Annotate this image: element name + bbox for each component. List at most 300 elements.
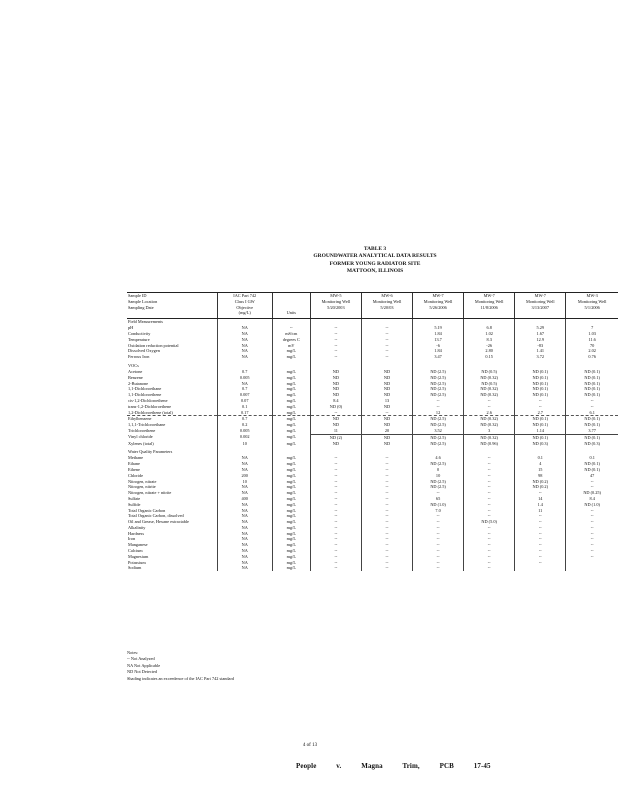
value-cell: 2.80 xyxy=(464,348,515,354)
value-cell: -- xyxy=(310,410,361,416)
value-cell: -- xyxy=(361,496,412,502)
value-cell: -- xyxy=(361,542,412,548)
value-cell: mg/L xyxy=(272,484,310,490)
title-line: TABLE 3 xyxy=(363,246,387,252)
value-cell: -- xyxy=(272,325,310,331)
value-cell: ND (1.0) xyxy=(413,502,464,508)
table-body xyxy=(127,319,618,572)
value-cell: 3 xyxy=(464,428,515,434)
value-cell: 1.67 xyxy=(515,331,566,337)
parameter-label: Chloride xyxy=(128,472,144,478)
parameter-label: Ethene xyxy=(128,466,140,472)
value-cell: 6.1 xyxy=(566,410,618,416)
value-cell: -- xyxy=(515,554,566,560)
value-cell: -- xyxy=(310,490,361,496)
value-cell: -- xyxy=(566,542,618,548)
parameter-label: Magnesium xyxy=(128,553,149,559)
value-cell: degrees C xyxy=(272,337,310,343)
parameter-label: Nitrogen, nitrate + nitrite xyxy=(128,490,172,496)
header-cell: MW-7 xyxy=(515,293,566,299)
value-cell: -- xyxy=(566,479,618,485)
value-cell: ND (0.1) xyxy=(566,422,618,428)
value-cell: -- xyxy=(515,404,566,410)
header-cell: Objective xyxy=(217,305,272,311)
value-cell: -- xyxy=(566,548,618,554)
parameter-label: Conductivity xyxy=(128,330,151,336)
table-header xyxy=(127,293,618,319)
value-cell: ND (2.5) xyxy=(413,381,464,387)
value-cell: -- xyxy=(310,337,361,343)
value-cell: -- xyxy=(361,525,412,531)
value-cell: -- xyxy=(361,536,412,542)
header-cell: 5/20/2003 xyxy=(310,305,361,311)
value-cell: -- xyxy=(464,508,515,514)
header-cell xyxy=(413,310,464,318)
table-notes xyxy=(127,650,234,682)
value-cell: mg/L xyxy=(272,531,310,537)
value-cell: ND (0.32) xyxy=(464,392,515,398)
header-cell: MW-7 xyxy=(413,293,464,299)
value-cell: 0.2 xyxy=(217,422,272,428)
value-cell: -- xyxy=(413,398,464,404)
value-cell: -- xyxy=(515,542,566,548)
value-cell: 4 xyxy=(515,461,566,467)
parameter-label: Acetone xyxy=(128,368,143,374)
header-row xyxy=(127,310,618,318)
value-cell: -- xyxy=(464,536,515,542)
value-cell: NA xyxy=(217,565,272,571)
value-cell: -- xyxy=(361,343,412,349)
value-cell: -- xyxy=(464,502,515,508)
parameter-label: Manganese xyxy=(128,542,148,548)
value-cell: -- xyxy=(361,455,412,461)
header-cell xyxy=(566,310,618,318)
value-cell: 65 xyxy=(413,496,464,502)
parameter-label: Ethane xyxy=(128,461,140,467)
value-cell: -- xyxy=(413,513,464,519)
value-cell: ND (0.25) xyxy=(566,490,618,496)
section-heading: Field Measurements xyxy=(128,319,163,325)
value-cell: 3.72 xyxy=(515,354,566,360)
value-cell: ND (0.1) xyxy=(515,392,566,398)
note-line: ND Not Detected xyxy=(127,669,158,675)
value-cell: ND (2.5) xyxy=(413,422,464,428)
value-cell: -- xyxy=(361,531,412,537)
value-cell: 0.7 xyxy=(217,369,272,375)
value-cell: NA xyxy=(217,325,272,331)
value-cell: -- xyxy=(361,554,412,560)
value-cell: ND (0.1) xyxy=(566,461,618,467)
value-cell: -- xyxy=(310,502,361,508)
value-cell: mg/L xyxy=(272,434,310,440)
value-cell: -- xyxy=(566,508,618,514)
value-cell: 0 xyxy=(413,467,464,473)
value-cell: ND (0.1) xyxy=(515,375,566,381)
value-cell: mg/L xyxy=(272,348,310,354)
value-cell: 2.7 xyxy=(515,410,566,416)
value-cell: -- xyxy=(310,455,361,461)
value-cell: 20 xyxy=(361,428,412,434)
value-cell: -- xyxy=(464,404,515,410)
value-cell: 10 xyxy=(217,479,272,485)
parameter-label: 1,2-Dichloroethene (total) xyxy=(127,410,217,416)
footer-word: Magna xyxy=(361,762,383,770)
parameter-label: Nitrogen, nitrite xyxy=(128,484,156,490)
value-cell: mg/L xyxy=(272,554,310,560)
results-table xyxy=(127,292,618,571)
value-cell: ND (0.1) xyxy=(566,392,618,398)
value-cell: -- xyxy=(413,560,464,566)
value-cell: -- xyxy=(413,519,464,525)
value-cell: ND (0.32) xyxy=(464,434,515,440)
value-cell: mg/L xyxy=(272,428,310,434)
value-cell: NA xyxy=(217,484,272,490)
value-cell: 13 xyxy=(361,398,412,404)
value-cell: ND (0.2) xyxy=(515,479,566,485)
value-cell: -- xyxy=(464,525,515,531)
value-cell: ND (2.5) xyxy=(413,434,464,440)
value-cell: -- xyxy=(515,531,566,537)
value-cell: NA xyxy=(217,513,272,519)
value-cell: -- xyxy=(310,467,361,473)
value-cell: 0.002 xyxy=(217,434,272,440)
value-cell: NA xyxy=(217,343,272,349)
value-cell: 0.7 xyxy=(217,416,272,422)
value-cell: -- xyxy=(361,490,412,496)
value-cell: mV xyxy=(272,343,310,349)
parameter-label: trans-1,2-Dichloroethene xyxy=(128,403,172,409)
value-cell: NA xyxy=(217,461,272,467)
value-cell: -- xyxy=(515,525,566,531)
value-cell: 12 xyxy=(413,410,464,416)
value-cell: mg/L xyxy=(272,441,310,447)
header-cell: Class I GW xyxy=(217,299,272,305)
header-cell: MW-5 xyxy=(310,293,361,299)
value-cell: NA xyxy=(217,519,272,525)
value-cell: NA xyxy=(217,560,272,566)
value-cell: mg/L xyxy=(272,536,310,542)
value-cell: NA xyxy=(217,337,272,343)
value-cell: ND (0.1) xyxy=(515,422,566,428)
value-cell: -83 xyxy=(515,343,566,349)
value-cell: -- xyxy=(464,548,515,554)
parameter-label: 1,1-Dichloroethane xyxy=(128,386,162,392)
value-cell: mg/L xyxy=(272,519,310,525)
value-cell: ND (0.1) xyxy=(566,416,618,422)
header-cell: Monitoring Well xyxy=(566,299,618,305)
value-cell: mg/L xyxy=(272,479,310,485)
value-cell: -- xyxy=(361,467,412,473)
value-cell: ND xyxy=(361,416,412,422)
value-cell: mg/L xyxy=(272,416,310,422)
parameter-label: Calcium xyxy=(128,548,143,554)
parameter-label: Oil and Grease, Hexane extractable xyxy=(128,519,189,525)
parameter-label: Dissolved Oxygen xyxy=(128,348,160,354)
value-cell: -- xyxy=(566,484,618,490)
value-cell: mg/L xyxy=(272,410,310,416)
value-cell: mg/L xyxy=(272,513,310,519)
value-cell: NA xyxy=(217,490,272,496)
value-cell: -- xyxy=(413,525,464,531)
value-cell: ND xyxy=(361,392,412,398)
value-cell: -- xyxy=(464,496,515,502)
parameter-label: Total Organic Carbon, dissolved xyxy=(128,513,184,519)
value-cell: -- xyxy=(515,548,566,554)
value-cell: mg/L xyxy=(272,455,310,461)
value-cell: -- xyxy=(464,467,515,473)
header-cell: 5/1/2006 xyxy=(566,305,618,311)
value-cell: -- xyxy=(361,354,412,360)
table-title xyxy=(290,246,460,276)
header-cell xyxy=(361,310,412,318)
value-cell: NA xyxy=(217,525,272,531)
value-cell: -- xyxy=(310,560,361,566)
value-cell: 1.14 xyxy=(515,428,566,434)
value-cell: NA xyxy=(217,536,272,542)
header-cell: Monitoring Well xyxy=(464,299,515,305)
value-cell: -- xyxy=(310,525,361,531)
value-cell: 0.005 xyxy=(217,428,272,434)
value-cell: NA xyxy=(217,467,272,473)
value-cell: 200 xyxy=(217,473,272,479)
value-cell: mS/cm xyxy=(272,331,310,337)
header-cell: 11/8/2006 xyxy=(464,305,515,311)
header-cell: Monitoring Well xyxy=(310,299,361,305)
value-cell: mg/L xyxy=(272,404,310,410)
value-cell: ND (0.1) xyxy=(515,434,566,440)
value-cell: ND xyxy=(361,386,412,392)
value-cell: NA xyxy=(217,381,272,387)
value-cell: 14 xyxy=(515,496,566,502)
value-cell: ND (0.1) xyxy=(515,416,566,422)
header-cell: Monitoring Well xyxy=(413,299,464,305)
value-cell: ND (0.1) xyxy=(566,369,618,375)
value-cell xyxy=(566,565,618,571)
value-cell: 0.1 xyxy=(566,455,618,461)
value-cell: -- xyxy=(361,548,412,554)
value-cell: ND (0.1) xyxy=(566,467,618,473)
header-cell: 3/13/2007 xyxy=(515,305,566,311)
value-cell: 0.07 xyxy=(217,398,272,404)
value-cell: -- xyxy=(361,513,412,519)
value-cell: -- xyxy=(464,461,515,467)
parameter-label: pH xyxy=(128,325,134,331)
value-cell: mg/L xyxy=(272,502,310,508)
title-line: GROUNDWATER ANALYTICAL DATA RESULTS xyxy=(313,253,437,260)
value-cell: ND (2.5) xyxy=(413,441,464,447)
value-cell: ND (2.5) xyxy=(413,416,464,422)
value-cell: -- xyxy=(566,531,618,537)
value-cell: mg/L xyxy=(272,565,310,571)
value-cell: -- xyxy=(464,398,515,404)
footer-word: 17-45 xyxy=(473,762,491,770)
parameter-label: Sodium xyxy=(128,565,142,571)
value-cell: -- xyxy=(566,519,618,525)
value-cell: 4.6 xyxy=(413,455,464,461)
value-cell: 8.3 xyxy=(464,337,515,343)
value-cell: ND (0.1) xyxy=(515,369,566,375)
value-cell: 11 xyxy=(310,428,361,434)
value-cell: 0.15 xyxy=(464,354,515,360)
value-cell: ND xyxy=(361,381,412,387)
header-cell: Monitoring Well xyxy=(515,299,566,305)
value-cell: mg/L xyxy=(272,473,310,479)
value-cell: -- xyxy=(566,404,618,410)
value-cell: -- xyxy=(361,508,412,514)
header-cell: Sampling Date xyxy=(128,304,154,310)
value-cell: -- xyxy=(566,513,618,519)
value-cell: mg/L xyxy=(272,490,310,496)
value-cell: ND xyxy=(310,441,361,447)
header-cell: Units xyxy=(272,310,310,318)
value-cell: ND xyxy=(361,422,412,428)
value-cell: -- xyxy=(310,519,361,525)
value-cell: ND (0.3) xyxy=(566,441,618,447)
value-cell: -- xyxy=(310,331,361,337)
value-cell: ND (0.1) xyxy=(515,386,566,392)
value-cell: -- xyxy=(310,473,361,479)
value-cell: mg/L xyxy=(272,525,310,531)
header-cell: 5/20/03 xyxy=(361,305,412,311)
value-cell: 1.84 xyxy=(413,348,464,354)
value-cell: 7.0 xyxy=(413,508,464,514)
value-cell: -- xyxy=(361,325,412,331)
value-cell: ND (0.2) xyxy=(515,484,566,490)
value-cell: -- xyxy=(515,490,566,496)
header-cell xyxy=(464,310,515,318)
value-cell: mg/L xyxy=(272,467,310,473)
value-cell: ND xyxy=(361,404,412,410)
value-cell: mg/L xyxy=(272,496,310,502)
value-cell: ND (2.5) xyxy=(413,484,464,490)
value-cell: mg/L xyxy=(272,386,310,392)
parameter-label: Alkalinity xyxy=(128,524,146,530)
value-cell: -- xyxy=(361,560,412,566)
value-cell: ND (0.32) xyxy=(464,386,515,392)
value-cell: NA xyxy=(217,548,272,554)
value-cell: -- xyxy=(361,410,412,416)
value-cell: -- xyxy=(310,354,361,360)
value-cell: -- xyxy=(361,473,412,479)
value-cell: -- xyxy=(515,536,566,542)
value-cell: NA xyxy=(217,542,272,548)
note-line: -- Not Analyzed xyxy=(127,656,155,662)
value-cell: ND (0.1) xyxy=(566,386,618,392)
header-cell: 5/26/2006 xyxy=(413,305,464,311)
value-cell: -- xyxy=(566,536,618,542)
value-cell: 0.007 xyxy=(217,392,272,398)
value-cell: mg/L xyxy=(272,542,310,548)
value-cell: -- xyxy=(310,479,361,485)
value-cell: -- xyxy=(310,542,361,548)
value-cell: 0.76 xyxy=(566,354,618,360)
value-cell: 8.4 xyxy=(310,398,361,404)
value-cell: 1.41 xyxy=(515,348,566,354)
value-cell: -- xyxy=(310,536,361,542)
value-cell: ND (0.1) xyxy=(566,375,618,381)
value-cell: ND xyxy=(361,434,412,440)
parameter-label: Ethylbenzene xyxy=(128,416,152,422)
header-cell: MW-3 xyxy=(566,293,618,299)
value-cell: 10 xyxy=(217,441,272,447)
value-cell: 47 xyxy=(566,473,618,479)
value-cell: NA xyxy=(217,531,272,537)
parameter-label: 1,1,1-Trichloroethane xyxy=(128,422,166,428)
value-cell: 3.47 xyxy=(413,354,464,360)
header-cell xyxy=(310,310,361,318)
value-cell: ND (2.5) xyxy=(413,369,464,375)
parameter-label: Methane xyxy=(128,455,144,461)
value-cell: -- xyxy=(361,479,412,485)
value-cell: -- xyxy=(310,548,361,554)
value-cell: -- xyxy=(566,554,618,560)
value-cell: -- xyxy=(361,461,412,467)
parameter-label: Vinyl chloride xyxy=(128,434,153,440)
value-cell: ND xyxy=(310,386,361,392)
value-cell: -- xyxy=(464,455,515,461)
value-cell: 1.03 xyxy=(566,331,618,337)
value-cell: -- xyxy=(464,513,515,519)
value-cell: mg/L xyxy=(272,369,310,375)
value-cell: 3.77 xyxy=(566,428,618,434)
value-cell: 6.8 xyxy=(464,325,515,331)
value-cell: 0.005 xyxy=(217,375,272,381)
case-footer xyxy=(296,762,491,770)
parameter-label: 1,1-Dichloroethene xyxy=(128,392,162,398)
value-cell: 11.6 xyxy=(566,337,618,343)
value-cell: -- xyxy=(464,560,515,566)
value-cell: mg/L xyxy=(272,508,310,514)
value-cell: 400 xyxy=(217,496,272,502)
value-cell: ND xyxy=(361,441,412,447)
value-cell: 11 xyxy=(515,508,566,514)
value-cell: ND xyxy=(361,375,412,381)
value-cell: -- xyxy=(464,479,515,485)
value-cell: 1.02 xyxy=(464,331,515,337)
value-cell: -- xyxy=(413,565,464,571)
footer-word: People xyxy=(296,762,317,770)
value-cell: mg/L xyxy=(272,381,310,387)
value-cell: 70 xyxy=(566,343,618,349)
value-cell: -- xyxy=(413,404,464,410)
value-cell: 2.02 xyxy=(566,348,618,354)
value-cell: ND (2.5) xyxy=(413,375,464,381)
parameter-label: Iron xyxy=(128,536,136,542)
title-line: MATTOON, ILLINOIS xyxy=(346,268,404,275)
value-cell: ND (0.1) xyxy=(566,434,618,440)
value-cell: ND (2.5) xyxy=(413,392,464,398)
value-cell: -- xyxy=(413,531,464,537)
value-cell: -- xyxy=(515,519,566,525)
table-row xyxy=(127,565,618,571)
value-cell: -- xyxy=(310,508,361,514)
value-cell: ND (5.0) xyxy=(464,519,515,525)
section-heading: Water Quality Parameters xyxy=(128,449,173,455)
value-cell: ND (0.96) xyxy=(464,441,515,447)
value-cell: -- xyxy=(413,548,464,554)
value-cell: 13.7 xyxy=(413,337,464,343)
parameter-label: Ferrous Iron xyxy=(128,354,150,360)
value-cell: -- xyxy=(310,348,361,354)
value-cell: NA xyxy=(217,554,272,560)
page-number: 4 of 13 xyxy=(302,743,318,748)
parameter-label: Oxidation reduction potential xyxy=(128,342,179,348)
value-cell: 5.19 xyxy=(413,325,464,331)
value-cell: -- xyxy=(361,565,412,571)
value-cell: ND (0.3) xyxy=(515,441,566,447)
value-cell: ND (0.1) xyxy=(566,381,618,387)
header-cell: Sample ID xyxy=(127,293,217,299)
